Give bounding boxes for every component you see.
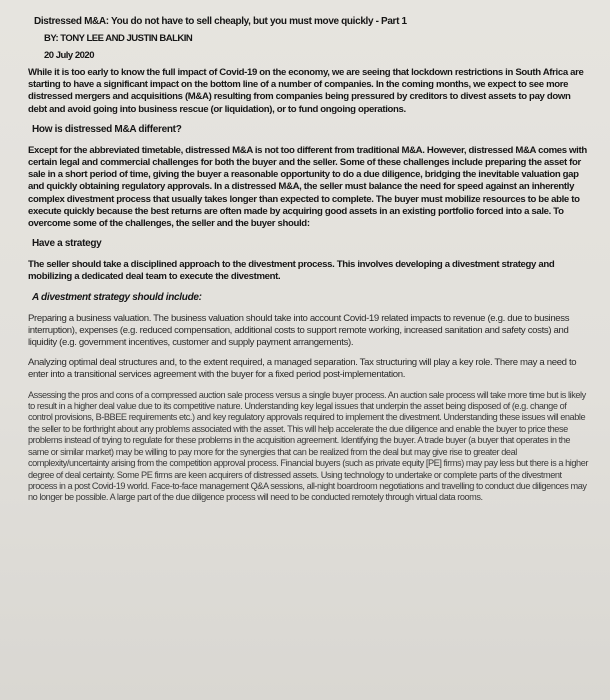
section-heading-distressed-ma-different: How is distressed M&A different?: [32, 123, 182, 135]
byline: BY: TONY LEE AND JUSTIN BALKIN: [44, 33, 193, 44]
intro-paragraph: While it is too early to know the full impact of Covid-19 on the economy, we are seeing that lockdown restrictions in South Africa are starting to have a significant impact on the bottom line of a number of companies. In the coming months, we expect to see more distressed mergers and acquisitions (M&A) resulting from companies being pressured by creditors to divest assets to pay down debt and avoid going into business rescue (or liquidation), or to fund ongoing operations.: [28, 67, 584, 115]
paragraph-strategy: The seller should take a disciplined approach to the divestment process. This involves developing a divestment strategy and mobilizing a dedicated deal team to execute the divestment.: [28, 259, 555, 283]
paragraph-differences: Except for the abbreviated timetable, distressed M&A is not too different from traditional M&A. However, distressed M&A comes with certain legal and commercial challenges for both the buyer and the seller. Some of these challenges include preparing the asset for sale in a short period of time, giving the buyer a reasonable opportunity to do a due diligence, bridging the inevitable valuation gap and quickly obtaining regulatory approvals. In a distressed M&A, the seller must balance the need for speed against an inherently complex divestment process that usually takes longer than expected to complete. The buyer must mobilize resources to be able to execute quickly because the best returns are often made by acquiring good assets in an existing portfolio forced into a sale. To overcome some of the challenges, the seller and the buyer should:: [28, 144, 587, 230]
paragraph-business-valuation: Preparing a business valuation. The business valuation should take into account Covid-19 related impacts to revenue (e.g. due to business interruption), expenses (e.g. reduced compensation, additional costs to support remote working, increased sanitation and safety costs) and liquidity (e.g. government incentives, customer and supply payment arrangements).: [28, 312, 570, 349]
section-heading-divestment-strategy: A divestment strategy should include:: [32, 291, 202, 303]
document-title: Distressed M&A: You do not have to sell cheaply, but you must move quickly - Part 1: [34, 16, 407, 27]
section-heading-have-a-strategy: Have a strategy: [32, 238, 102, 250]
paragraph-deal-structures: Analyzing optimal deal structures and, to the extent required, a managed separation. Tax structuring will play a key role. There may a need to enter into a transitional services agreement with the buyer for a fixed period post-implementation.: [28, 357, 577, 381]
publication-date: 20 July 2020: [44, 50, 94, 61]
paragraph-auction-process: Assessing the pros and cons of a compressed auction sale process versus a single buyer process. An auction sale process will take more time but is likely to result in a higher deal value due to its competitive nature. Understanding key legal issues that underpin the asset being disposed of (e.g. change of control provisions, B-BBEE requirements etc.) and key regulatory approvals required to implement the divestment. Understanding these issues will enable the seller to be forthright about any problems associated with the asset. This will help accelerate the due diligence and enable the buyer to price these problems instead of trying to regulate for these problems in the acquisition agreement. Identifying the buyer. A trade buyer (a buyer that operates in the same or similar market) may be willing to pay more for the synergies that can be realized from the deal but may give rise to greater deal complexity/uncertainty arising from the competition approval process. Financial buyers (such as private equity [PE] firms) may pay less but there is a higher degree of deal certainty. Some PE firms are keen acquirers of distressed assets. Using technology to undertake or complete parts of the divestment process in a post Covid-19 world. Face-to-face management Q&A sessions, all-night boardroom negotiations and travelling to conduct due diligences may no longer be possible. A large part of the due diligence process will need to be conducted remotely through virtual data rooms.: [28, 389, 588, 503]
